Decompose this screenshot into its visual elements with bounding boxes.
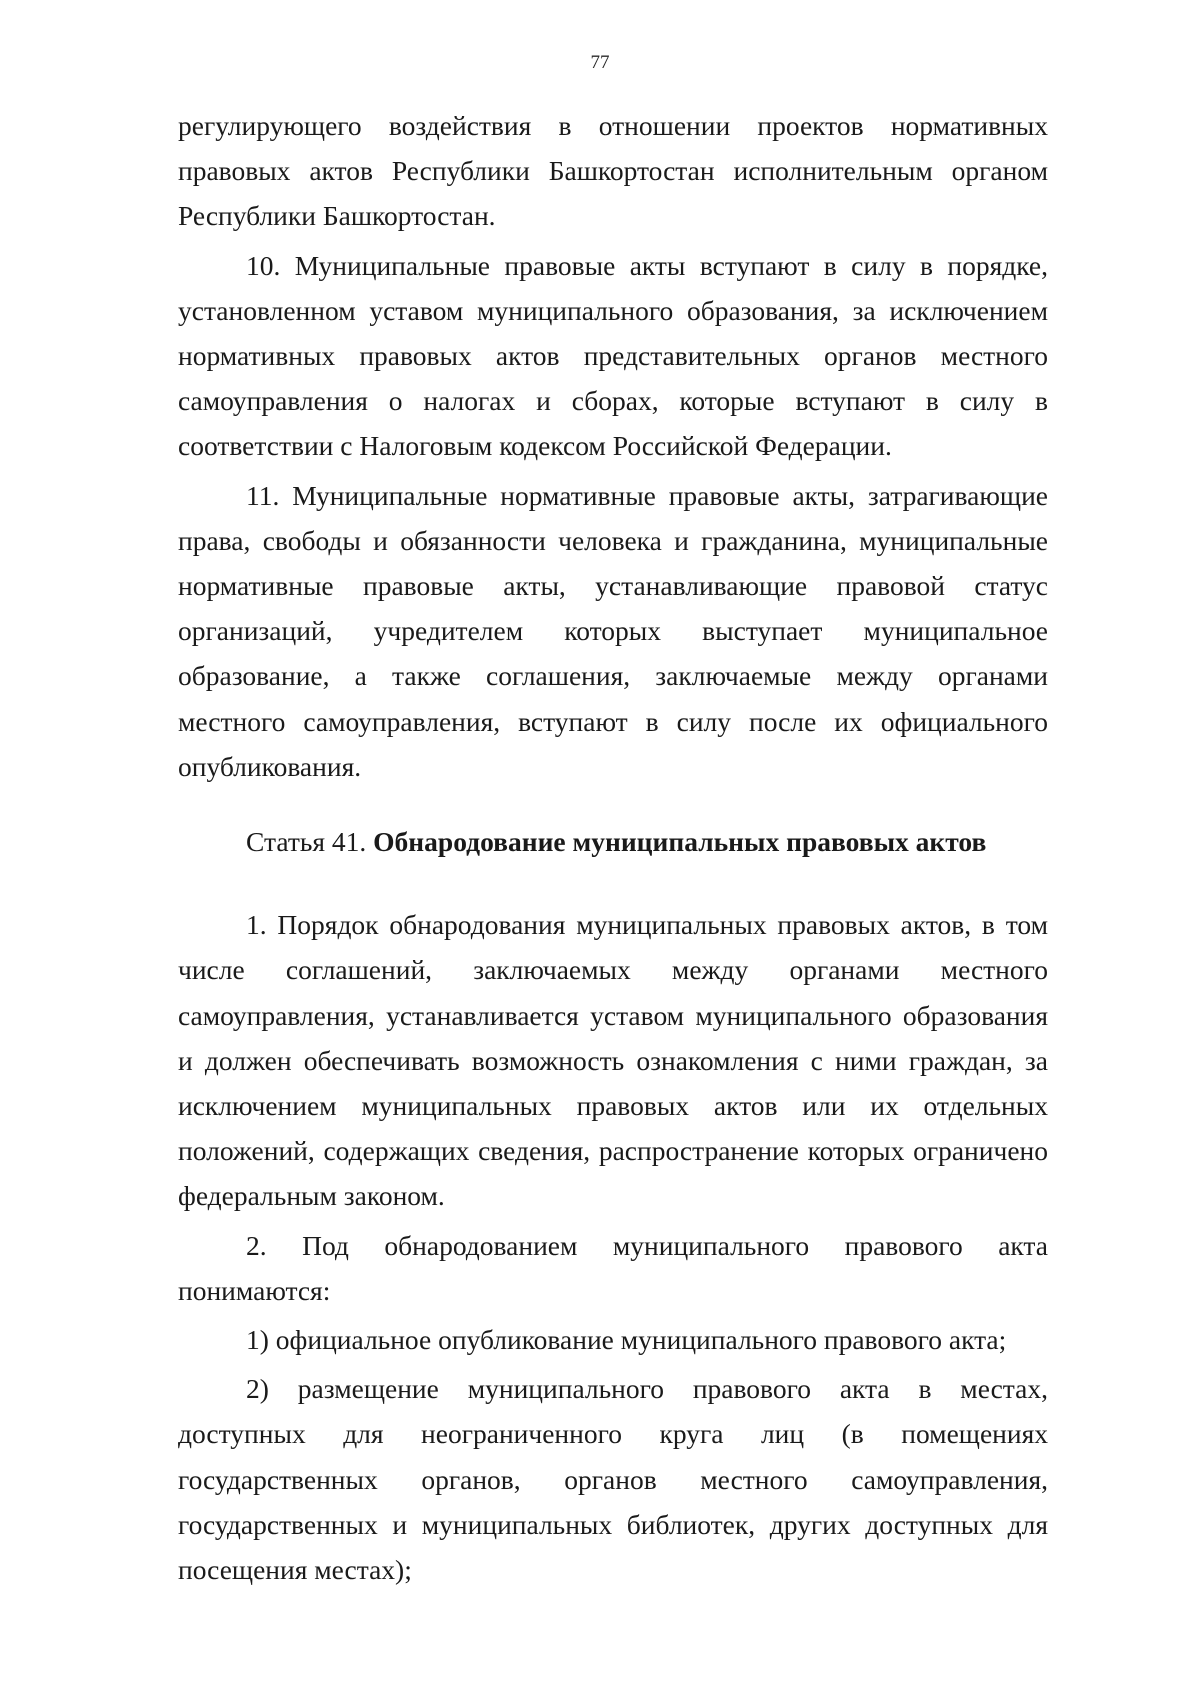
paragraph-subitem-1: 1) официальное опубликование муниципального правового акта;: [246, 1324, 1007, 1356]
paragraph-item-1: 1. Порядок обнародования муниципальных правовых актов, в том числе соглашений, заключаемых между органами местного самоуправления, устанавливается уставом муниципального образования и должен обеспечивать возможность ознакомления с ними граждан, за исключением муниципальных правовых актов или их отдельных положений, содержащих сведения, распространение которых ограничено федеральным законом.: [178, 909, 1048, 1212]
page-number: 77: [590, 52, 610, 73]
article-label: Статья 41.: [246, 826, 367, 858]
article-title: Обнародование муниципальных правовых актов: [373, 826, 987, 858]
paragraph-continuation: регулирующего воздействия в отношении проектов нормативных правовых актов Республики Башкортостан исполнительным органом Республики Башкортостан.: [178, 110, 1048, 232]
paragraph-item-2: 2. Под обнародованием муниципального правового акта понимаются:: [178, 1229, 1048, 1306]
paragraph-item-10: 10. Муниципальные правовые акты вступают в силу в порядке, установленном уставом муниципального образования, за исключением нормативных правовых актов представительных органов местного самоуправления о налогах и сборах, которые вступают в силу в соответствии с Налоговым кодексом Российской Федерации.: [178, 249, 1048, 462]
paragraph-item-11: 11. Муниципальные нормативные правовые акты, затрагивающие права, свободы и обязанности человека и гражданина, муниципальные нормативные правовые акты, устанавливающие правовой статус организаций, учредителем которых выступает муниципальное образование, а также соглашения, заключаемые между органами местного самоуправления, вступают в силу после их официального опубликования.: [178, 479, 1048, 782]
article-heading: [178, 819, 1048, 864]
paragraph-subitem-2: 2) размещение муниципального правового акта в местах, доступных для неограниченного круга лиц (в помещениях государственных органов, органов местного самоуправления, государственных и муниципальных библиотек, других доступных для посещения местах);: [178, 1373, 1048, 1586]
document-body: [178, 103, 1048, 1592]
